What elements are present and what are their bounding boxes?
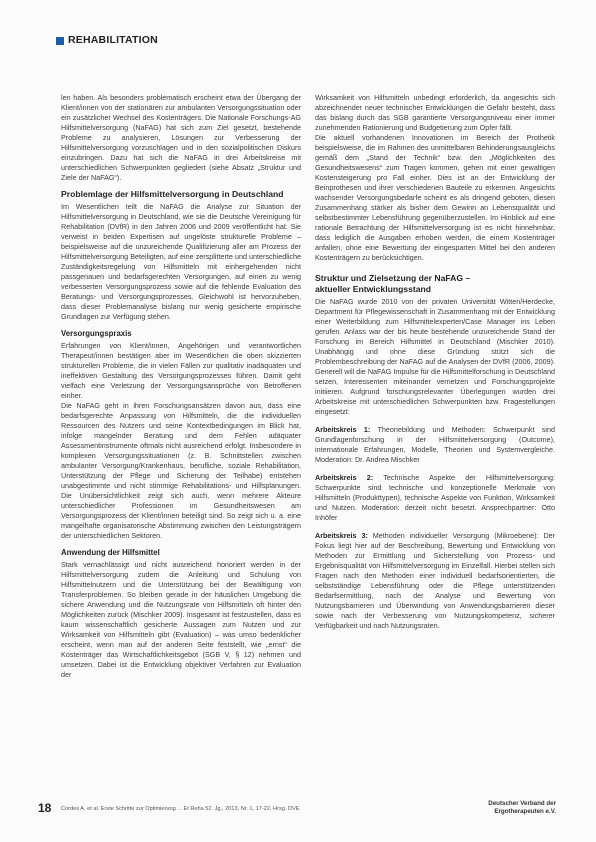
right-column [315, 93, 555, 783]
heading-struktur-line-1: Struktur und Zielsetzung der NaFAG – [315, 273, 471, 283]
footer-citation: Cordes A. et al. Erste Schritte zur Optimierung ... Et Reha 52. Jg., 2013, Nr. 1, 17-22, Hrsg. DVE [61, 806, 300, 812]
publisher-line-1: Deutscher Verband der [488, 800, 556, 807]
publisher-line-2: Ergotherapeuten e.V. [494, 808, 556, 815]
publisher-credit [488, 800, 556, 816]
working-group-3-label: Arbeitskreis 3: [315, 531, 368, 540]
working-group-2-text: Technische Aspekte der Hilfsmittelversorgung: Schwerpunkte sind technische und konzeptionelle Merkmale von Hilfsmitteln (Produkttypen), technische Aspekte von Funktion, Wirksamkeit und Nutzen. Moderation: derzeit nicht besetzt. Ansprechpartner: Otto Inhöfer [315, 473, 555, 522]
left-column [61, 93, 301, 783]
heading-struktur-line-2: aktueller Entwicklungsstand [315, 284, 432, 294]
paragraph-struktur: Die NaFAG wurde 2010 von der privaten Universität Witten/Herdecke, Department für Pflegewissenschaft in Zusammenhang mit der Entwicklung einer Weiterbildung zum Hilfsmittelexperten/Case Manager ins Leben gerufen. Anlass war der bis heute bestehende unzureichende Stand der Forschung im Bereich Hilfsmittel in Deutschland (Mischker 2010). Unabhängig und ohne diese Gründung stützt sich die Problembeschreibung der NaFAG auf die Analysen der DVfR (2006, 2009). Generell will die NaFAG Impulse für die Hilfsmittelforschung in Deutschland setzen, Interessenten miteinander vernetzen und Forschungsprojekte initiieren. Aufgrund forschungsrelevanter Überlegungen wurden drei Arbeitskreise mit unterschiedlichen Schwerpunkten bzw. Fragestellungen eingesetzt: [315, 297, 555, 416]
working-group-2-label: Arbeitskreis 2: [315, 473, 374, 482]
heading-versorgungspraxis: Versorgungspraxis [61, 329, 132, 338]
working-group-1-label: Arbeitskreis 1: [315, 425, 371, 434]
paragraph-innovationen: Die aktuell vorhandenen Innovationen im Bereich der Prothetik beispielsweise, die im Rahmen des unmittelbaren Behinderungsausgleichs gemäß dem „Stand der Technik“ bzw. den „Möglichkeiten des Gesundheitswesens“ zum Tragen kommen, gehen mit einer gewaltigen Kostensteigerung pro Fall einher. Dies ist an der Entwicklung der Beinprothesen und ihrer verschiedenen Bauteile zu erkennen. Angesichts wachsender Versorgungsbedarfe scheint es als dringend geboten, diesen Zusammenhang stärker als bisher dem Gewinn an Lebensqualität und selbstbestimmter Lebensführung gegenüberzustellen. Im Hinblick auf eine rationale Betrachtung der Hilfsmittelversorgung ist es nicht hinnehmbar, dass lediglich die Ausgaben erhoben werden, die einem Kostenträger anfallen, ohne eine Bewertung der eingesparten Mittel bei den anderen Kostenträgern zu berücksichtigen. [315, 133, 555, 262]
page-number: 18 [38, 801, 52, 815]
section-title: REHABILITATION [68, 34, 158, 46]
paragraph-versorgungspraxis-2: Die NaFAG geht in ihren Forschungsansätzen davon aus, dass eine bedarfsgerechte Anpassung von Hilfsmitteln, die die individuellen Ressourcen des Nutzers und seine Kontextbedingungen im Blick hat, infolge mangelnder Beratung und dem Fehlen adäquater Assessmentinstrumente oftmals nicht ausreichend erfolgt. Insbesondere in komplexen Versorgungssituationen (z. B. Schnittstellen zwischen ambulanter Versorgung/Krankenhaus, berufliche, soziale Rehabilitation, Unterstützung der Pflege und Sicherung der Teilhabe) entstehen unabgestimmte und nicht stimmige Rehabilitations- und Hilfsplanungen. Die Unübersichtlichkeit zeigt sich auch, wenn mehrere Akteure unterschiedlicher Professionen im Gesundheitswesen am Versorgungsprozess der Klient/innen beteiligt sind. So zeigt sich u. a. eine mangelhafte organisatorische Abstimmung zwischen den Leistungsträgern der unterschiedlichen Sektoren. [61, 401, 301, 540]
paragraph-anwendung: Stark vernachlässigt und nicht ausreichend honoriert werden in der Hilfsmittelversorgung zudem die Anleitung und Schulung von Hilfsmittelnutzern und die Unterstützung bei der Bewältigung von Transferproblemen. So bleiben gerade in der häuslichen Umgebung die sichere Anwendung und die Nutzungsrate von Hilfsmitteln oft hinter den Möglichkeiten zurück (Mischker 2009). Insgesamt ist festzustellen, dass es kaum wissenschaftlich gesicherte Aussagen zum Nutzen und zur Wirksamkeit von Hilfsmitteln gibt (Evaluation) – was umso bedenklicher erscheint, wenn man auf der anderen Seite feststellt, wie „ernst“ die Kostenträger das Wirtschaftlichkeitsgebot (SGB V, § 12) nehmen und umsetzen. Dabei ist die Entwicklung objektiver Verfahren zur Evaluation der [61, 560, 301, 679]
working-group-1 [315, 425, 555, 465]
paragraph-versorgungspraxis-1: Erfahrungen von Klient/innen, Angehörigen und verantwortlichen Therapeut/innen bestätigen aber im Wesentlichen die oben skizzierten strukturellen Probleme, die in vielen Fällen zur qualitativ inadäquaten und ineffektiven Gestaltung des Versorgungsprozesses führen. Damit geht vielfach eine Verletzung der Versorgungsansprüche von Betroffenen einher. [61, 341, 301, 400]
section-marker-square [56, 37, 64, 45]
working-group-3-text: Methoden individueller Versorgung (Mikroebene): Der Fokus liegt hier auf der Beschreibung, Bewertung und Entwicklung von Methoden zur Ermittlung und Sicherstellung von Prozess- und Ergebnisqualität von Hilfsmittelversorgung im Einzelfall. Hierbei stellen sich Fragen nach den Methoden einer individuell bedarfsorientierten, die selbstständige Lebensführung oder die Pflege unterstützenden Bedarfsermittlung, nach der Analyse und Bewertung von Nutzungsbarrieren und Überwindung von Anwendungsbarrieren dieser sowie nach der Verbesserung von Nutzungskompetenz, sicherer Verfügbarkeit und nach Nutzungsraten. [315, 531, 555, 630]
paragraph-problemlage: Im Wesentlichen teilt die NaFAG die Analyse zur Situation der Hilfsmittelversorgung in Deutschland, wie sie die Deutsche Vereinigung für Rehabilitation (DVfR) in den Jahren 2006 und 2009 veröffentlicht hat. Sie verweist in beiden Expertisen auf ungelöste strukturelle Probleme – beispielsweise auf die unzureichende Qualifizierung aller am Prozess der Hilfsmittelversorgung Beteiligten, auf eine zersplitterte und unterschiedliche Zuständigkeitsregelung von Hilfsmitteln mit einhergehenden nicht passgenauen und bedarfsgerechten Versorgungen, auf einen zu wenig verbesserten Versorgungsprozess sowie auf die fehlende Evaluation des Beratungs- und Versorgungsprozesses. Gleichwohl ist hervorzuheben, dass dieser Problemanalyse bislang nur wenig gesicherte empirische Grundlagen zur Verfügung stehen. [61, 202, 301, 321]
working-group-2 [315, 473, 555, 523]
working-group-1-text: Theoriebildung und Methoden: Schwerpunkt sind Grundlagenforschung in der Hilfsmittelversorgung (Outcome), internationale Erfahrungen, Modelle, Theorien und Systemvergleiche. Moderation: Dr. Andrea Mischker [315, 425, 555, 464]
paragraph-wirksamkeit: Wirksamkeit von Hilfsmitteln unbedingt erforderlich, da angesichts sich abzeichnender neuer technischer Entwicklungen die Gefahr besteht, dass das bislang durch das SGB garantierte Versorgungsniveau einer immer zunehmenden Rationierung und Budgetierung zum Opfer fällt. [315, 93, 555, 132]
working-group-3 [315, 531, 555, 631]
paragraph-intro-continued: len haben. Als besonders problematisch erscheint etwa der Übergang der Klient/innen von der stationären zur ambulanten Versorgungssituation oder ein zusätzlicher Wechsel des Kostenträgers. Die Nationale Forschungs-AG Hilfsmittelversorgung (NaFAG) hat sich zum Ziel gesetzt, bestehende Probleme zu analysieren, Lösungen zur Verbesserung der Hilfsmittelversorgung vorzuschlagen und in den sozialpolitischen Diskurs einzubringen. Dazu hat sich die NaFAG in drei Arbeitskreise mit unterschiedlichen Schwerpunkten gegliedert (siehe Absatz „Struktur und Ziele der NaFAG“). [61, 93, 301, 182]
heading-struktur [315, 273, 555, 295]
heading-anwendung: Anwendung der Hilfsmittel [61, 548, 160, 557]
heading-problemlage: Problemlage der Hilfsmittelversorgung in Deutschland [61, 189, 284, 199]
